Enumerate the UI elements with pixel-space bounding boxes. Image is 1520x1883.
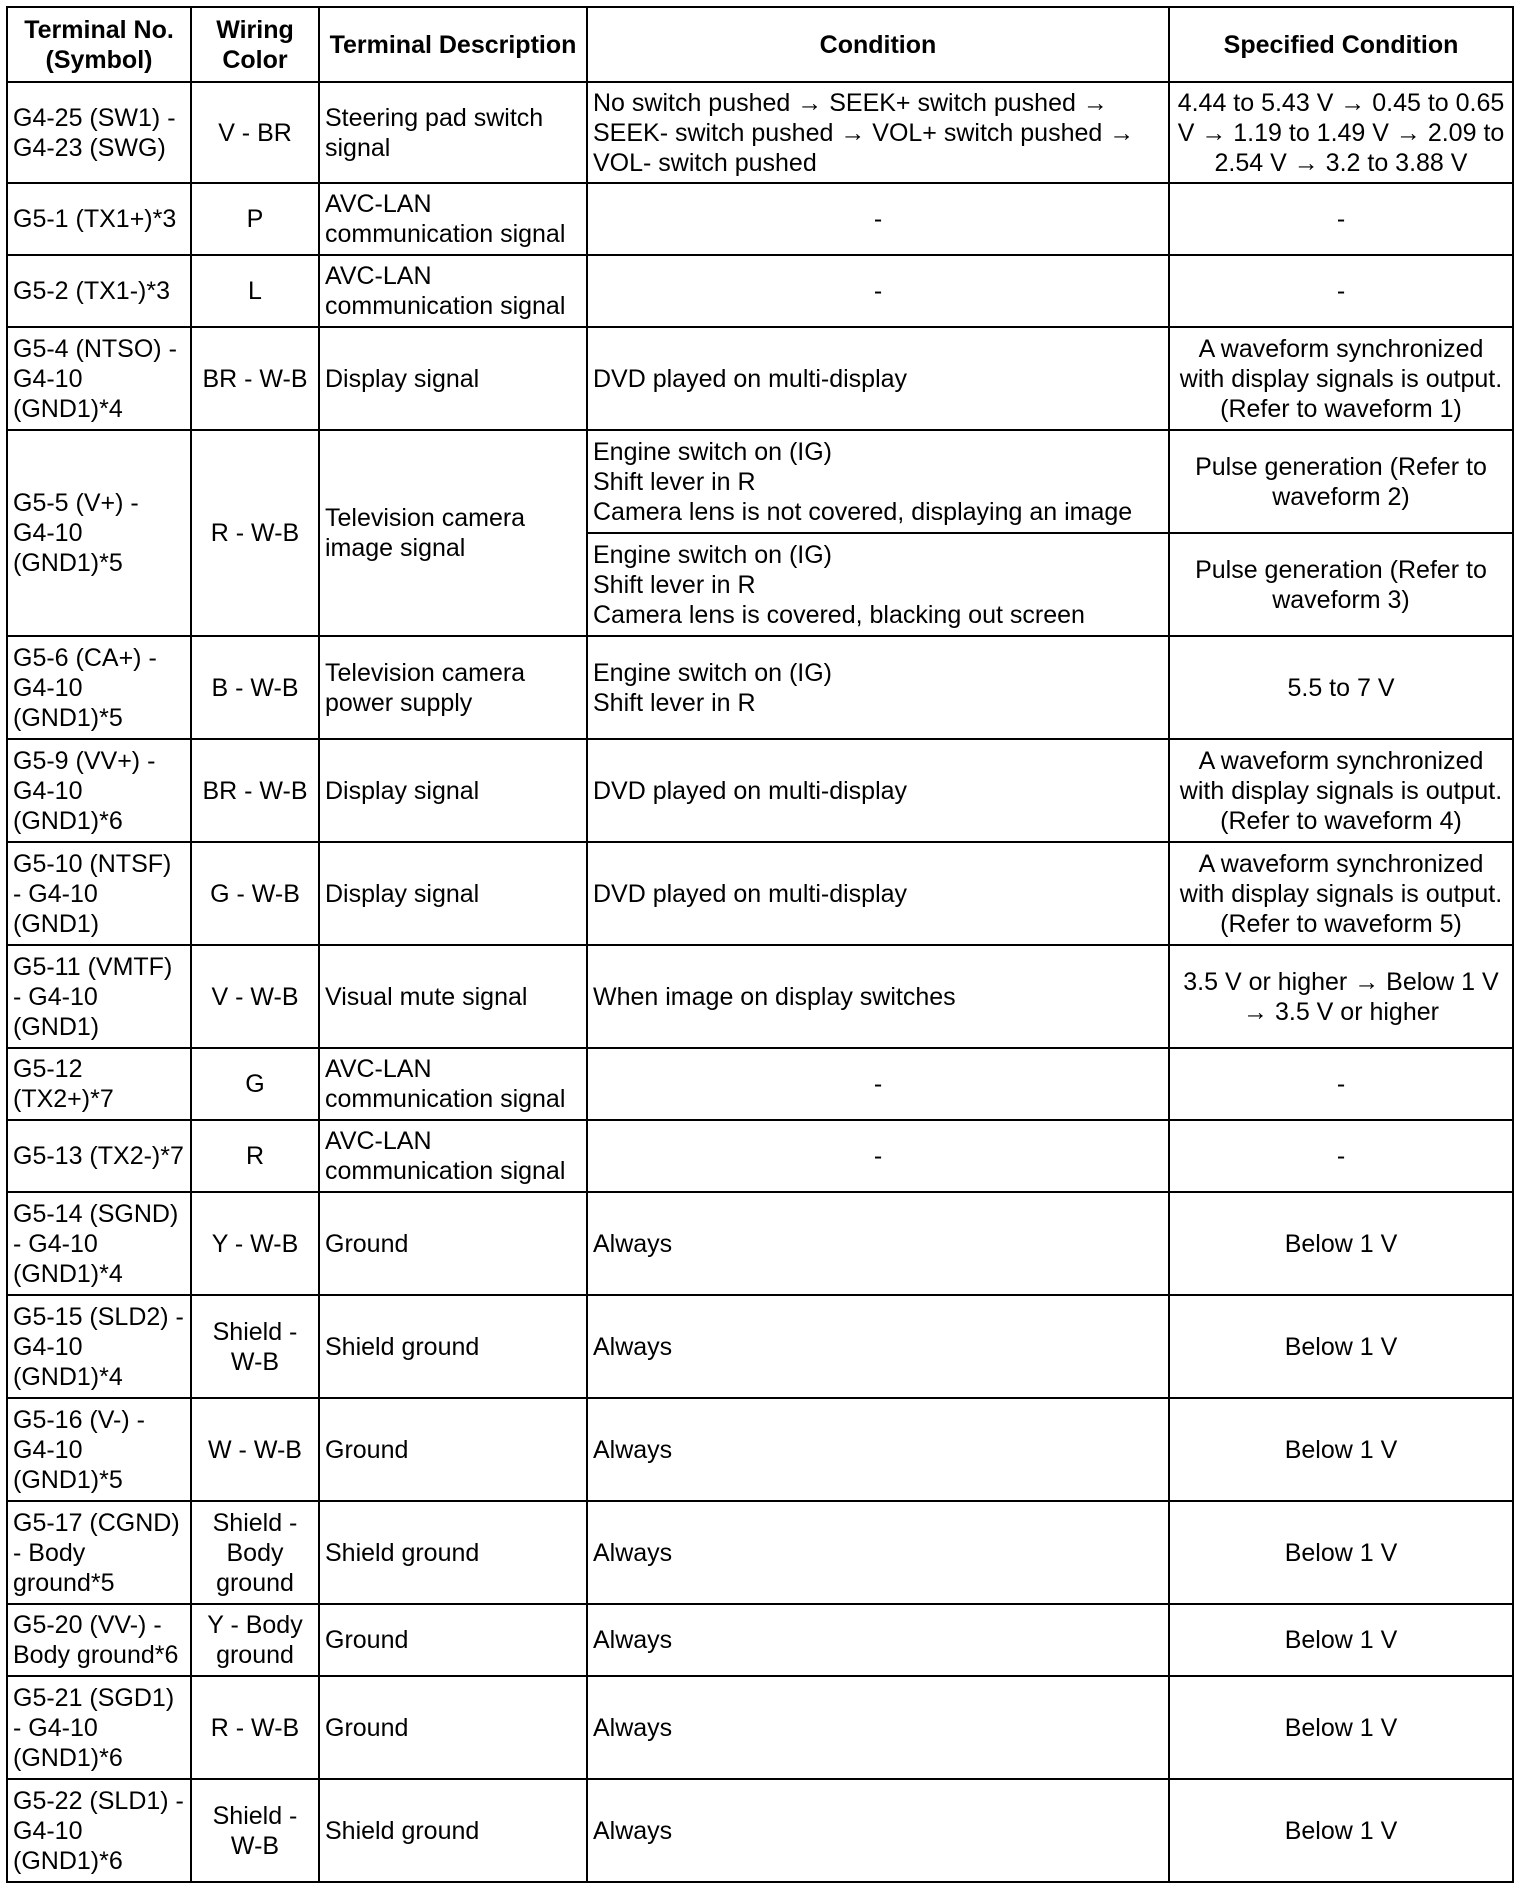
- description-cell: Shield ground: [319, 1501, 587, 1604]
- terminal-cell: G5-2 (TX1-)*3: [7, 255, 191, 327]
- specified-condition-cell: 4.44 to 5.43 V → 0.45 to 0.65 V → 1.19 to 1.49 V → 2.09 to 2.54 V → 3.2 to 3.88 V: [1169, 82, 1513, 183]
- description-cell: Ground: [319, 1192, 587, 1295]
- condition-cell: Engine switch on (IG) Shift lever in R Camera lens is not covered, displaying an image: [587, 430, 1169, 533]
- wiring-color-cell: W - W-B: [191, 1398, 319, 1501]
- header-terminal-no-line2: (Symbol): [45, 45, 153, 74]
- table-row: [7, 255, 1513, 327]
- condition-cell: Always: [587, 1501, 1169, 1604]
- terminal-cell: G5-11 (VMTF) - G4-10 (GND1): [7, 945, 191, 1048]
- wiring-color-cell: Shield - W-B: [191, 1295, 319, 1398]
- header-terminal-no: [7, 7, 191, 82]
- terminal-cell: G5-14 (SGND) - G4-10 (GND1)*4: [7, 1192, 191, 1295]
- wiring-color-cell: R - W-B: [191, 430, 319, 636]
- description-cell: Display signal: [319, 327, 587, 430]
- wiring-color-cell: B - W-B: [191, 636, 319, 739]
- table-row: [7, 1192, 1513, 1295]
- terminal-cell: G5-17 (CGND) - Body ground*5: [7, 1501, 191, 1604]
- terminal-cell: G5-12 (TX2+)*7: [7, 1048, 191, 1120]
- condition-cell: -: [587, 255, 1169, 327]
- table-row: [7, 1779, 1513, 1882]
- description-cell: Display signal: [319, 739, 587, 842]
- condition-cell: When image on display switches: [587, 945, 1169, 1048]
- condition-cell: Engine switch on (IG) Shift lever in R: [587, 636, 1169, 739]
- header-terminal-description: Terminal Description: [319, 7, 587, 82]
- specified-condition-cell: 3.5 V or higher → Below 1 V → 3.5 V or higher: [1169, 945, 1513, 1048]
- description-cell: Shield ground: [319, 1295, 587, 1398]
- wiring-color-cell: Y - Body ground: [191, 1604, 319, 1676]
- terminal-cell: G5-16 (V-) - G4-10 (GND1)*5: [7, 1398, 191, 1501]
- table-row: [7, 1501, 1513, 1604]
- terminal-table: [6, 6, 1514, 1883]
- header-wiring-color: [191, 7, 319, 82]
- table-row: [7, 82, 1513, 183]
- description-cell: AVC-LAN communication signal: [319, 255, 587, 327]
- table-row: [7, 1604, 1513, 1676]
- description-cell: Visual mute signal: [319, 945, 587, 1048]
- condition-cell: -: [587, 1048, 1169, 1120]
- wiring-color-cell: R - W-B: [191, 1676, 319, 1779]
- description-cell: Television camera power supply: [319, 636, 587, 739]
- condition-cell: Always: [587, 1779, 1169, 1882]
- condition-cell: Engine switch on (IG) Shift lever in R Camera lens is covered, blacking out screen: [587, 533, 1169, 636]
- terminal-cell: G5-21 (SGD1) - G4-10 (GND1)*6: [7, 1676, 191, 1779]
- wiring-color-cell: G - W-B: [191, 842, 319, 945]
- terminal-cell: G5-1 (TX1+)*3: [7, 183, 191, 255]
- condition-cell: -: [587, 1120, 1169, 1192]
- condition-cell: Always: [587, 1192, 1169, 1295]
- description-cell: AVC-LAN communication signal: [319, 1120, 587, 1192]
- header-wiring-line2: Color: [222, 45, 288, 74]
- table-row: [7, 1676, 1513, 1779]
- wiring-color-cell: BR - W-B: [191, 327, 319, 430]
- specified-condition-cell: A waveform synchronized with display signals is output. (Refer to waveform 5): [1169, 842, 1513, 945]
- specified-condition-cell: -: [1169, 255, 1513, 327]
- description-cell: Ground: [319, 1604, 587, 1676]
- description-cell: Ground: [319, 1398, 587, 1501]
- specified-condition-cell: Below 1 V: [1169, 1676, 1513, 1779]
- specified-condition-cell: A waveform synchronized with display signals is output. (Refer to waveform 4): [1169, 739, 1513, 842]
- header-row: [7, 7, 1513, 82]
- table-row: [7, 1295, 1513, 1398]
- specified-condition-cell: Below 1 V: [1169, 1501, 1513, 1604]
- terminal-cell: G5-20 (VV-) - Body ground*6: [7, 1604, 191, 1676]
- wiring-color-cell: BR - W-B: [191, 739, 319, 842]
- description-cell: Display signal: [319, 842, 587, 945]
- description-cell: Steering pad switch signal: [319, 82, 587, 183]
- table-row: [7, 1398, 1513, 1501]
- condition-cell: Always: [587, 1295, 1169, 1398]
- specified-condition-cell: Below 1 V: [1169, 1295, 1513, 1398]
- table-row: [7, 739, 1513, 842]
- condition-cell: DVD played on multi-display: [587, 842, 1169, 945]
- condition-cell: Always: [587, 1604, 1169, 1676]
- specified-condition-cell: Below 1 V: [1169, 1398, 1513, 1501]
- wiring-color-cell: P: [191, 183, 319, 255]
- wiring-color-cell: G: [191, 1048, 319, 1120]
- specified-condition-cell: -: [1169, 183, 1513, 255]
- table-row: [7, 430, 1513, 533]
- condition-cell: Always: [587, 1676, 1169, 1779]
- description-cell: Shield ground: [319, 1779, 587, 1882]
- condition-cell: DVD played on multi-display: [587, 327, 1169, 430]
- description-cell: Ground: [319, 1676, 587, 1779]
- header-terminal-no-line1: Terminal No.: [24, 15, 174, 44]
- description-cell: AVC-LAN communication signal: [319, 1048, 587, 1120]
- header-condition: Condition: [587, 7, 1169, 82]
- condition-cell: No switch pushed → SEEK+ switch pushed → SEEK- switch pushed → VOL+ switch pushed → VOL- switch pushed: [587, 82, 1169, 183]
- specified-condition-cell: Pulse generation (Refer to waveform 3): [1169, 533, 1513, 636]
- terminal-cell: G5-13 (TX2-)*7: [7, 1120, 191, 1192]
- wiring-color-cell: Shield - W-B: [191, 1779, 319, 1882]
- specified-condition-cell: Below 1 V: [1169, 1192, 1513, 1295]
- wiring-color-cell: V - W-B: [191, 945, 319, 1048]
- condition-cell: DVD played on multi-display: [587, 739, 1169, 842]
- terminal-cell: G5-9 (VV+) - G4-10 (GND1)*6: [7, 739, 191, 842]
- terminal-cell: G4-25 (SW1) - G4-23 (SWG): [7, 82, 191, 183]
- table-row: [7, 636, 1513, 739]
- specified-condition-cell: -: [1169, 1120, 1513, 1192]
- header-specified-condition: Specified Condition: [1169, 7, 1513, 82]
- description-cell: Television camera image signal: [319, 430, 587, 636]
- condition-cell: -: [587, 183, 1169, 255]
- terminal-cell: G5-6 (CA+) - G4-10 (GND1)*5: [7, 636, 191, 739]
- table-row: [7, 1120, 1513, 1192]
- wiring-color-cell: Shield - Body ground: [191, 1501, 319, 1604]
- wiring-color-cell: Y - W-B: [191, 1192, 319, 1295]
- specified-condition-cell: Below 1 V: [1169, 1779, 1513, 1882]
- terminal-cell: G5-5 (V+) - G4-10 (GND1)*5: [7, 430, 191, 636]
- condition-cell: Always: [587, 1398, 1169, 1501]
- wiring-color-cell: R: [191, 1120, 319, 1192]
- terminal-cell: G5-15 (SLD2) - G4-10 (GND1)*4: [7, 1295, 191, 1398]
- description-cell: AVC-LAN communication signal: [319, 183, 587, 255]
- table-row: [7, 183, 1513, 255]
- table-row: [7, 842, 1513, 945]
- terminal-cell: G5-4 (NTSO) - G4-10 (GND1)*4: [7, 327, 191, 430]
- terminal-cell: G5-10 (NTSF) - G4-10 (GND1): [7, 842, 191, 945]
- table-row: [7, 945, 1513, 1048]
- table-row: [7, 327, 1513, 430]
- specified-condition-cell: A waveform synchronized with display signals is output. (Refer to waveform 1): [1169, 327, 1513, 430]
- specified-condition-cell: Pulse generation (Refer to waveform 2): [1169, 430, 1513, 533]
- wiring-color-cell: V - BR: [191, 82, 319, 183]
- specified-condition-cell: -: [1169, 1048, 1513, 1120]
- table-row: [7, 1048, 1513, 1120]
- specified-condition-cell: Below 1 V: [1169, 1604, 1513, 1676]
- specified-condition-cell: 5.5 to 7 V: [1169, 636, 1513, 739]
- terminal-cell: G5-22 (SLD1) - G4-10 (GND1)*6: [7, 1779, 191, 1882]
- header-wiring-line1: Wiring: [216, 15, 294, 44]
- wiring-color-cell: L: [191, 255, 319, 327]
